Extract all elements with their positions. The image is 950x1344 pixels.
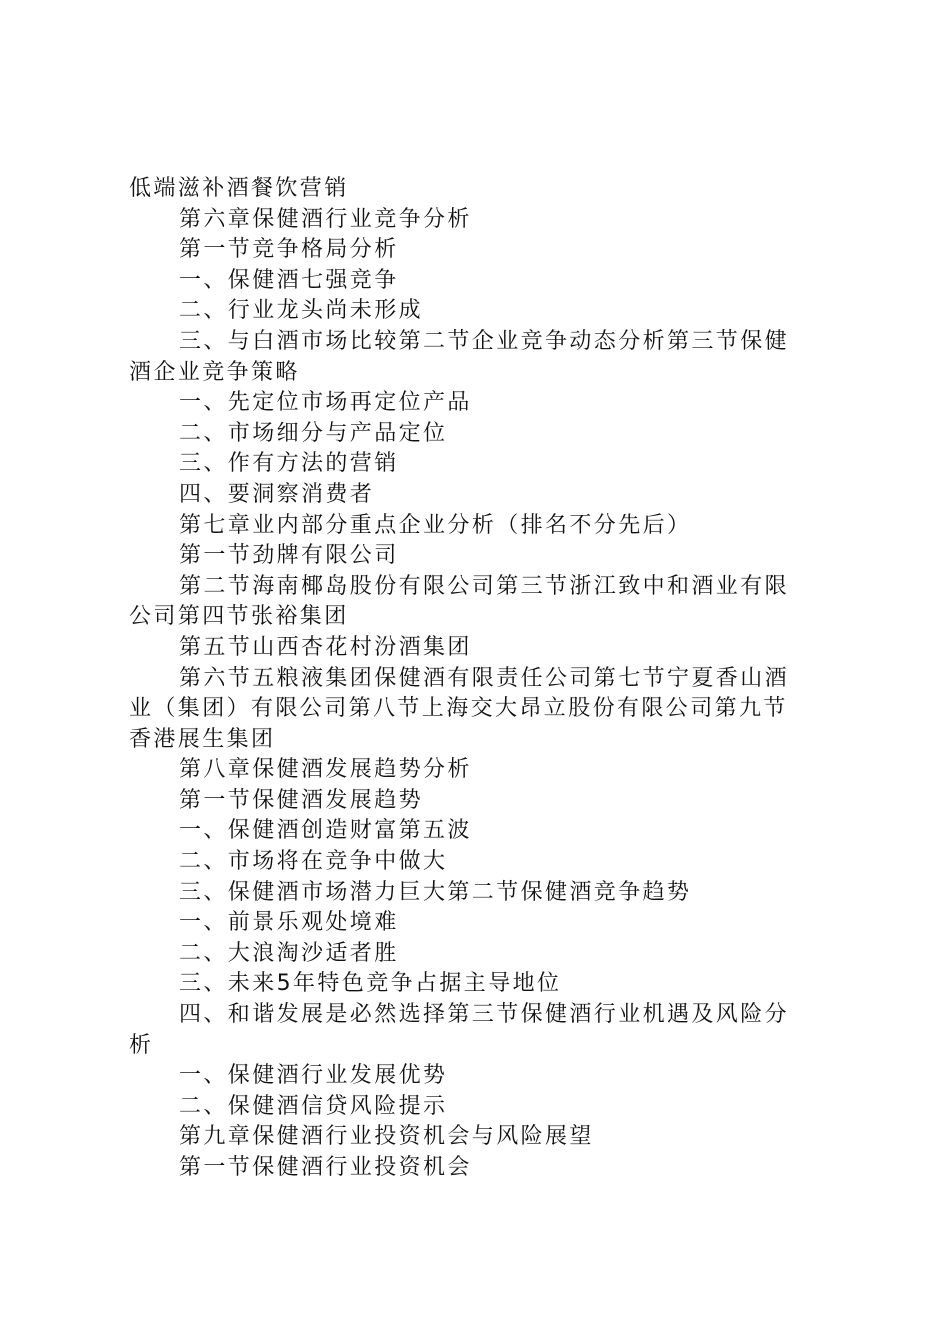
section-heading: 第五节山西杏花村汾酒集团	[179, 634, 472, 660]
chapter-heading: 第七章业内部分重点企业分析（排名不分先后）	[179, 512, 692, 538]
list-item: 三、与白酒市场比较第二节企业竞争动态分析第三节保健	[179, 328, 790, 354]
text-line: 酒企业竞争策略	[129, 359, 300, 385]
list-item: 二、保健酒信贷风险提示	[179, 1093, 448, 1119]
list-item: 一、保健酒七强竞争	[179, 267, 399, 293]
section-heading: 第一节保健酒行业投资机会	[179, 1155, 472, 1180]
chapter-heading: 第八章保健酒发展趋势分析	[179, 757, 472, 783]
list-item: 四、要洞察消费者	[179, 481, 375, 507]
list-item: 二、大浪淘沙适者胜	[179, 940, 399, 966]
list-item: 一、先定位市场再定位产品	[179, 390, 472, 416]
section-heading: 第一节竞争格局分析	[179, 237, 399, 263]
list-item: 二、行业龙头尚未形成	[179, 298, 424, 324]
list-item: 一、保健酒行业发展优势	[179, 1063, 448, 1089]
section-heading: 第一节劲牌有限公司	[179, 543, 399, 569]
list-item: 二、市场细分与产品定位	[179, 420, 448, 446]
section-heading: 第二节海南椰岛股份有限公司第三节浙江致中和酒业有限	[179, 573, 790, 599]
list-item: 二、市场将在竞争中做大	[179, 849, 448, 875]
list-item: 四、和谐发展是必然选择第三节保健酒行业机遇及风险分	[179, 1002, 790, 1028]
chapter-heading: 第六章保健酒行业竞争分析	[179, 206, 472, 232]
text-line: 低端滋补酒餐饮营销	[129, 176, 349, 201]
chapter-heading: 第九章保健酒行业投资机会与风险展望	[179, 1124, 594, 1150]
list-item: 一、前景乐观处境难	[179, 910, 399, 936]
document-body	[129, 174, 834, 1184]
list-item: 一、保健酒创造财富第五波	[179, 818, 472, 844]
list-item: 三、未来5年特色竞争占据主导地位	[179, 971, 562, 997]
section-heading: 第六节五粮液集团保健酒有限责任公司第七节宁夏香山酒	[179, 665, 790, 691]
list-item: 三、作有方法的营销	[179, 451, 399, 477]
text-line: 析	[129, 1032, 154, 1058]
list-item: 三、保健酒市场潜力巨大第二节保健酒竞争趋势	[179, 879, 692, 905]
text-line: 公司第四节张裕集团	[129, 604, 349, 630]
text-line: 业（集团）有限公司第八节上海交大昂立股份有限公司第九节	[129, 696, 788, 722]
text-line: 香港展生集团	[129, 726, 276, 752]
section-heading: 第一节保健酒发展趋势	[179, 787, 424, 813]
